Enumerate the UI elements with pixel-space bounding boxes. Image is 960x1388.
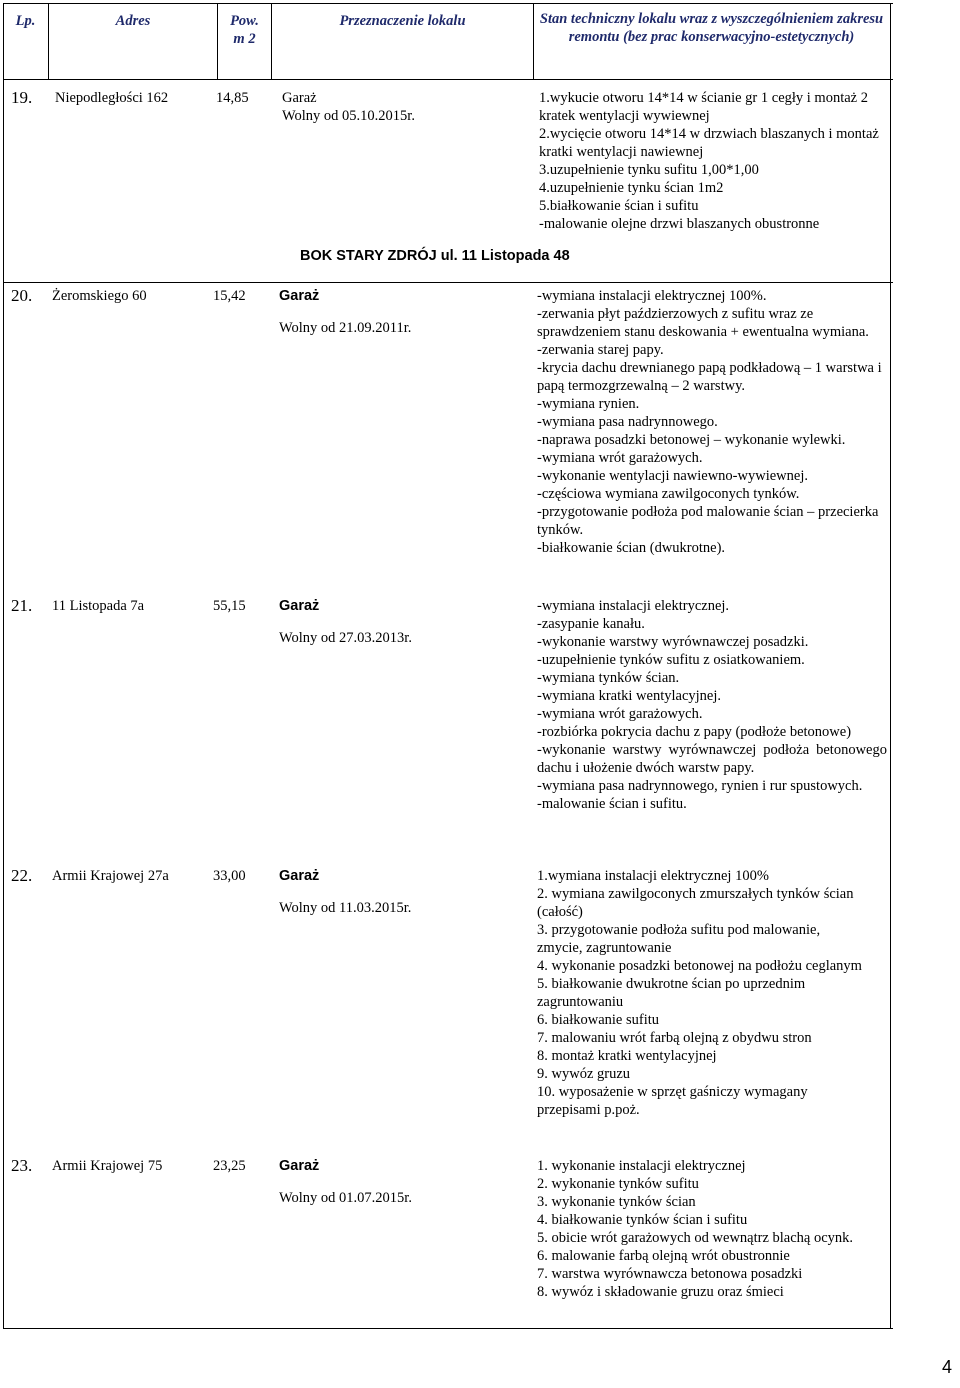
header-purpose: Przeznaczenie lokalu — [339, 13, 466, 29]
repair-item: -wymiana tynków ścian. — [537, 670, 680, 686]
header-lp: Lp. — [15, 13, 36, 29]
row-area: 23,25 — [213, 1158, 246, 1174]
repair-item: 4.uzupełnienie tynku ścian 1m2 — [539, 180, 724, 196]
row-number: 23. — [11, 1156, 33, 1175]
repair-item: -białkowanie ścian (dwukrotne). — [537, 540, 726, 556]
row-address: Armii Krajowej 75 — [52, 1158, 163, 1174]
row-purpose: Garaż — [282, 90, 317, 106]
table-border-left — [3, 3, 4, 1328]
row-area: 33,00 — [213, 868, 246, 884]
repair-item: 1. wykonanie instalacji elektrycznej — [537, 1158, 746, 1174]
repair-item: -naprawa posadzki betonowej – wykonanie wylewki. — [537, 432, 846, 448]
row-repair-scope — [537, 597, 887, 813]
row-repair-scope — [537, 287, 887, 557]
repair-item: 5. białkowanie dwukrotne ścian po uprzednim zagruntowaniu — [537, 976, 806, 1010]
row-vacant-since: Wolny od 05.10.2015r. — [282, 108, 415, 124]
repair-item: 10. wyposażenie w sprzęt gaśniczy wymagany przepisami p.poż. — [537, 1084, 808, 1118]
repair-item: 8. montaż kratki wentylacyjnej — [537, 1048, 717, 1064]
row-address: 11 Listopada 7a — [52, 598, 145, 614]
repair-item: -wykonanie warstwy wyrównawczej podłoża betonowego dachu i ułożenie dwóch warstw papy. — [537, 742, 887, 776]
row-purpose: Garaż — [279, 868, 320, 884]
repair-item: -zerwania płyt paździerzowych z sufitu wraz ze sprawdzeniem stanu deskowania + ewentualna wymiana. — [537, 306, 869, 340]
header-condition: Stan techniczny lokalu wraz z wyszczególnieniem zakresu remontu (bez prac konserwacyjno-estetycznych) — [539, 11, 884, 45]
row-number: 20. — [11, 286, 33, 305]
row-purpose: Garaż — [279, 598, 320, 614]
repair-item: -przygotowanie podłoża pod malowanie ścian – przecierka tynków. — [537, 504, 879, 538]
row-vacant-since: Wolny od 27.03.2013r. — [279, 630, 412, 646]
repair-item: -wymiana pasa nadrynnowego, rynien i rur spustowych. — [537, 778, 863, 794]
row-area: 55,15 — [213, 598, 246, 614]
repair-item: -zasypanie kanału. — [537, 616, 645, 632]
repair-item: 6. białkowanie sufitu — [537, 1012, 660, 1028]
repair-item: 2. wymiana zawilgoconych zmurszałych tynków ścian (całość) — [537, 886, 854, 920]
repair-item: 1.wymiana instalacji elektrycznej 100% — [537, 868, 769, 884]
repair-item: 5. obicie wrót garażowych od wewnątrz blachą ocynk. — [537, 1230, 854, 1246]
row-number: 19. — [11, 88, 33, 107]
header-area — [218, 3, 271, 88]
repair-item: 3. wykonanie tynków ścian — [537, 1194, 696, 1210]
repair-item: 2.wycięcie otworu 14*14 w drzwiach blaszanych i montaż kratki wentylacji nawiewnej — [539, 126, 879, 160]
repair-item: 9. wywóz gruzu — [537, 1066, 631, 1082]
row-area: 14,85 — [216, 90, 249, 106]
repair-item: -uzupełnienie tynków sufitu z osiatkowaniem. — [537, 652, 805, 668]
row-number: 22. — [11, 866, 33, 885]
repair-item: -malowanie ścian i sufitu. — [537, 796, 687, 812]
repair-item: -wymiana kratki wentylacyjnej. — [537, 688, 722, 704]
repair-item: -wymiana instalacji elektrycznej. — [537, 598, 730, 614]
row-vacant-since: Wolny od 21.09.2011r. — [279, 320, 412, 336]
section-title: BOK STARY ZDRÓJ ul. 11 Listopada 48 — [300, 248, 570, 264]
repair-item: -malowanie olejne drzwi blaszanych obustronne — [539, 216, 820, 232]
row-address: Żeromskiego 60 — [52, 288, 147, 304]
inventory-table — [3, 3, 893, 1328]
repair-item: 7. warstwa wyrównawcza betonowa posadzki — [537, 1266, 803, 1282]
repair-item: -wykonanie warstwy wyrównawczej posadzki. — [537, 634, 809, 650]
col-divider — [533, 3, 534, 79]
repair-item: 7. malowaniu wrót farbą olejną z obydwu stron — [537, 1030, 812, 1046]
row-purpose: Garaż — [279, 288, 320, 304]
row-repair-scope — [539, 89, 879, 233]
repair-item: -rozbiórka pokrycia dachu z papy (podłoże betonowe) — [537, 724, 852, 740]
row-vacant-since: Wolny od 01.07.2015r. — [279, 1190, 412, 1206]
repair-item: -częściowa wymiana zawilgoconych tynków. — [537, 486, 800, 502]
repair-item: -krycia dachu drewnianego papą podkładową – 1 warstwa i papą termozgrzewalną – 2 warstwy. — [537, 360, 882, 394]
table-border-right — [890, 3, 891, 1328]
section-divider — [3, 282, 893, 283]
repair-item: 6. malowanie farbą olejną wrót obustronnie — [537, 1248, 790, 1264]
row-address: Armii Krajowej 27a — [52, 868, 169, 884]
repair-item: -wykonanie wentylacji nawiewno-wywiewnej. — [537, 468, 808, 484]
repair-item: -wymiana rynien. — [537, 396, 640, 412]
repair-item: 4. białkowanie tynków ścian i sufitu — [537, 1212, 748, 1228]
header-address: Adres — [115, 13, 151, 29]
row-purpose: Garaż — [279, 1158, 320, 1174]
header-area-unit: m 2 — [233, 31, 256, 47]
repair-item: 3.uzupełnienie tynku sufitu 1,00*1,00 — [539, 162, 759, 178]
repair-item: 8. wywóz i składowanie gruzu oraz śmieci — [537, 1284, 784, 1300]
repair-item: 2. wykonanie tynków sufitu — [537, 1176, 699, 1192]
repair-item: -zerwania starej papy. — [537, 342, 664, 358]
row-repair-scope — [537, 1157, 867, 1301]
row-number: 21. — [11, 596, 33, 615]
repair-item: -wymiana pasa nadrynnowego. — [537, 414, 718, 430]
repair-item: -wymiana instalacji elektrycznej 100%. — [537, 288, 767, 304]
repair-item: 4. wykonanie posadzki betonowej na podłożu ceglanym — [537, 958, 862, 974]
row-address: Niepodległości 162 — [55, 90, 169, 106]
table-border-bottom — [3, 1328, 893, 1329]
repair-item: -wymiana wrót garażowych. — [537, 706, 703, 722]
header-area-label: Pow. — [230, 13, 259, 29]
row-area: 15,42 — [213, 288, 246, 304]
repair-item: -wymiana wrót garażowych. — [537, 450, 703, 466]
row-repair-scope — [537, 867, 867, 1119]
repair-item: 5.białkowanie ścian i sufitu — [539, 198, 699, 214]
repair-item: 1.wykucie otworu 14*14 w ścianie gr 1 cegły i montaż 2 kratek wentylacji wywiewnej — [539, 90, 868, 124]
row-vacant-since: Wolny od 11.03.2015r. — [279, 900, 412, 916]
page-number: 4 — [941, 1357, 952, 1377]
repair-item: 3. przygotowanie podłoża sufitu pod malowanie, zmycie, zagruntowanie — [537, 922, 821, 956]
